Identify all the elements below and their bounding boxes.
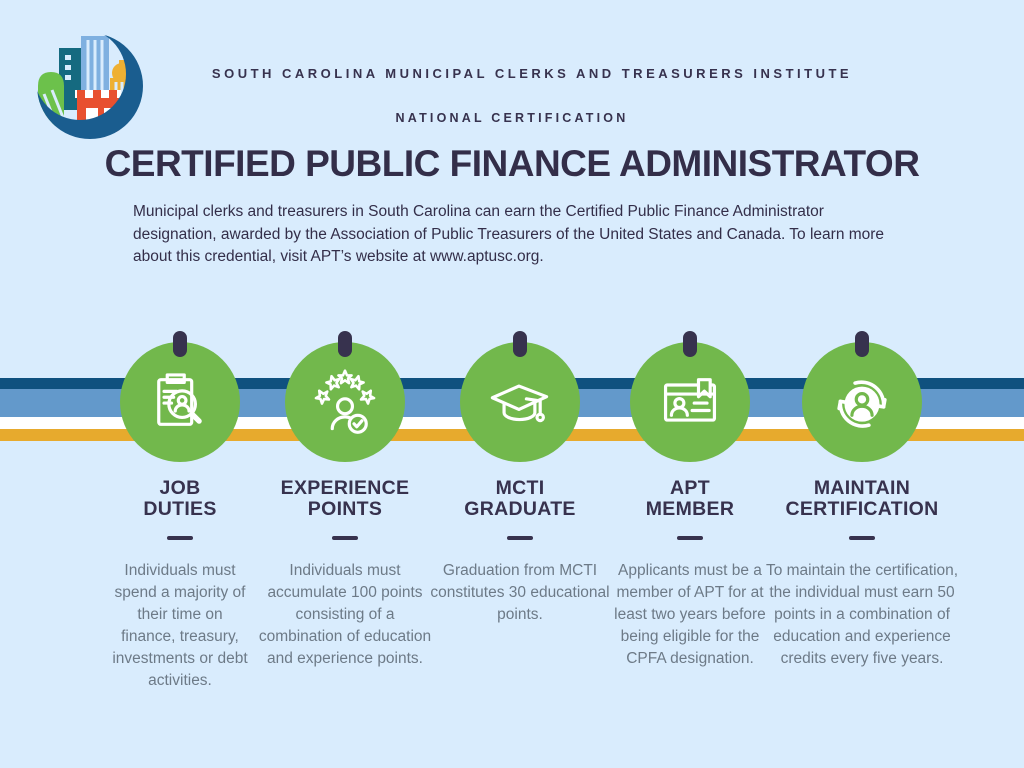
step-apt-member [590,328,790,748]
step-circle [630,342,750,462]
step-title: MAINTAIN CERTIFICATION [785,477,939,520]
pin-peg [855,331,869,357]
title-divider [167,536,193,540]
intro-paragraph: Municipal clerks and treasurers in South Carolina can earn the Certified Public Finance Administrator designation, awarded by the Association of Public Treasurers of the United States and Canada. To learn more about this credential, visit APT’s website at www.aptusc.org. [133,203,885,265]
title-divider [849,536,875,540]
step-maintain-certification [762,328,962,748]
step-title: EXPERIENCE POINTS [280,477,410,520]
step-circle [460,342,580,462]
step-description: Applicants must be a member of APT for at least two years before being eligible for the CPFA designation. [614,562,766,667]
step-circle [285,342,405,462]
renewal-person-icon [828,368,896,436]
step-title: APT MEMBER [645,477,735,520]
pin-peg [683,331,697,357]
step-experience-points [245,328,445,748]
step-description: Graduation from MCTI constitutes 30 educational points. [430,562,610,623]
step-description: Individuals must spend a majority of their time on finance, treasury, investments or debt activities. [112,562,248,689]
sctmi-city-crescent-logo [30,24,148,150]
clipboard-search-icon [146,368,214,436]
step-description: Individuals must accumulate 100 points consisting of a combination of education and experience points. [258,562,432,667]
step-circle [802,342,922,462]
title-divider [677,536,703,540]
graduation-cap-icon [486,368,554,436]
org-name-line: SOUTH CAROLINA MUNICIPAL CLERKS AND TREASURERS INSTITUTE [211,66,853,81]
pin-peg [513,331,527,357]
page-title: CERTIFIED PUBLIC FINANCE ADMINISTRATOR [104,143,920,184]
title-divider [507,536,533,540]
membership-card-icon [656,368,724,436]
step-title: JOB DUTIES [143,477,217,520]
pin-peg [338,331,352,357]
step-circle [120,342,240,462]
pin-peg [173,331,187,357]
national-certification-label: NATIONAL CERTIFICATION [395,111,629,125]
title-divider [332,536,358,540]
step-title: MCTI GRADUATE [464,477,576,520]
stars-person-check-icon [311,368,379,436]
step-description: To maintain the certification, the individual must earn 50 points in a combination of education and experience credits every five years. [765,562,959,667]
